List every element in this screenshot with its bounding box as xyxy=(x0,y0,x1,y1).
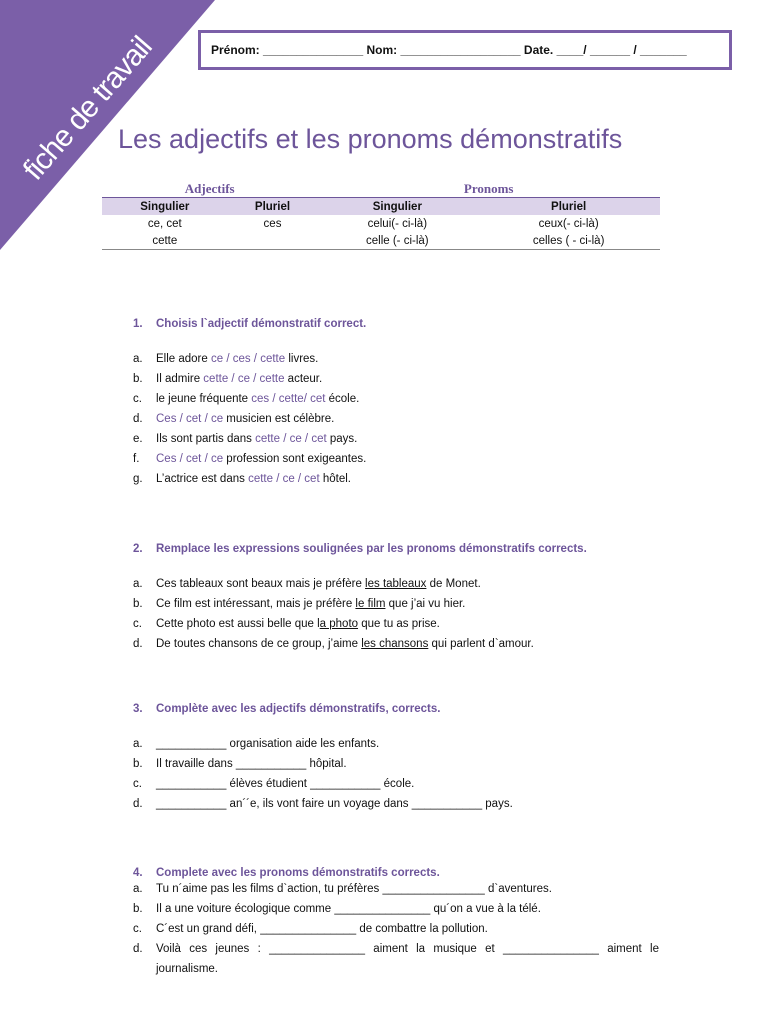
exercise-2 xyxy=(133,543,587,654)
list-item: f. Ces / cet / ce profession sont exigeantes. xyxy=(133,453,367,465)
exercise-1-title: 1. Choisis l`adjectif démonstratif correct. xyxy=(133,318,367,330)
list-item: b. Il a une voiture écologique comme _______________ qu´on a vue à la télé. xyxy=(133,903,541,915)
column-header: Singulier xyxy=(102,198,228,216)
list-item: b. Il travaille dans ___________ hôpital. xyxy=(133,758,347,770)
table-cell: ces xyxy=(263,217,282,230)
list-item: a. Elle adore ce / ces / cette livres. xyxy=(133,353,319,365)
table-cell xyxy=(228,232,318,250)
table-row xyxy=(102,232,660,250)
column-header: Pluriel xyxy=(477,198,660,216)
exercise-4-title: 4. Complete avec les pronoms démonstratifs corrects. xyxy=(133,867,440,879)
table-cell: celle (- ci-là) xyxy=(317,232,477,250)
list-item: d. Voilà ces jeunes : _______________ aiment la musique et _______________ aiment le journalisme. xyxy=(133,943,659,975)
list-item: d. ___________ an´´e, ils vont faire un voyage dans ___________ pays. xyxy=(133,798,513,810)
table-row xyxy=(102,215,660,232)
list-item: c. C´est un grand défi, _______________ de combattre la pollution. xyxy=(133,923,488,935)
student-info-box: Prénom: _______________ Nom: __________________ Date. ____/ ______ / _______ xyxy=(198,30,732,70)
group-header-adjectifs: Adjectifs xyxy=(102,180,317,198)
column-header: Pluriel xyxy=(228,198,318,216)
list-item: c. Cette photo est aussi belle que la photo que tu as prise. xyxy=(133,618,440,630)
list-item: b. Il admire cette / ce / cette acteur. xyxy=(133,373,323,385)
column-header: Singulier xyxy=(317,198,477,216)
list-item: a. Tu n´aime pas les films d`action, tu préfères ________________ d`aventures. xyxy=(133,883,552,895)
table-cell: ce, cet xyxy=(147,217,182,230)
list-item: d. De toutes chansons de ce group, j’aime les chansons qui parlent d`amour. xyxy=(133,638,534,650)
banner-label: fiche de travail xyxy=(16,30,159,187)
table-cell: celles ( - ci-là) xyxy=(477,232,660,250)
exercise-3-title: 3. Complète avec les adjectifs démonstratifs, corrects. xyxy=(133,703,441,715)
exercise-4 xyxy=(133,867,659,979)
table-cell: ceux(- ci-là) xyxy=(538,217,599,230)
table-cell: cette xyxy=(102,232,228,250)
list-item: c. ___________ élèves étudient ___________ école. xyxy=(133,778,415,790)
list-item: d. Ces / cet / ce musicien est célèbre. xyxy=(133,413,335,425)
exercise-3 xyxy=(133,703,513,814)
page-title: Les adjectifs et les pronoms démonstratifs xyxy=(118,124,623,154)
exercise-2-title: 2. Remplace les expressions soulignées par les pronoms démonstratifs corrects. xyxy=(133,543,587,555)
group-header-pronoms: Pronoms xyxy=(317,180,660,198)
list-item: g. L’actrice est dans cette / ce / cet hôtel. xyxy=(133,473,351,485)
exercise-1 xyxy=(133,318,366,489)
list-item: e. Ils sont partis dans cette / ce / cet pays. xyxy=(133,433,358,445)
table-cell: celui(- ci-là) xyxy=(367,217,428,230)
grammar-table xyxy=(102,180,660,250)
list-item: b. Ce film est intéressant, mais je préfère le film que j’ai vu hier. xyxy=(133,598,466,610)
list-item: a. ___________ organisation aide les enfants. xyxy=(133,738,380,750)
list-item: c. le jeune fréquente ces / cette/ cet école. xyxy=(133,393,360,405)
list-item: a. Ces tableaux sont beaux mais je préfère les tableaux de Monet. xyxy=(133,578,481,590)
